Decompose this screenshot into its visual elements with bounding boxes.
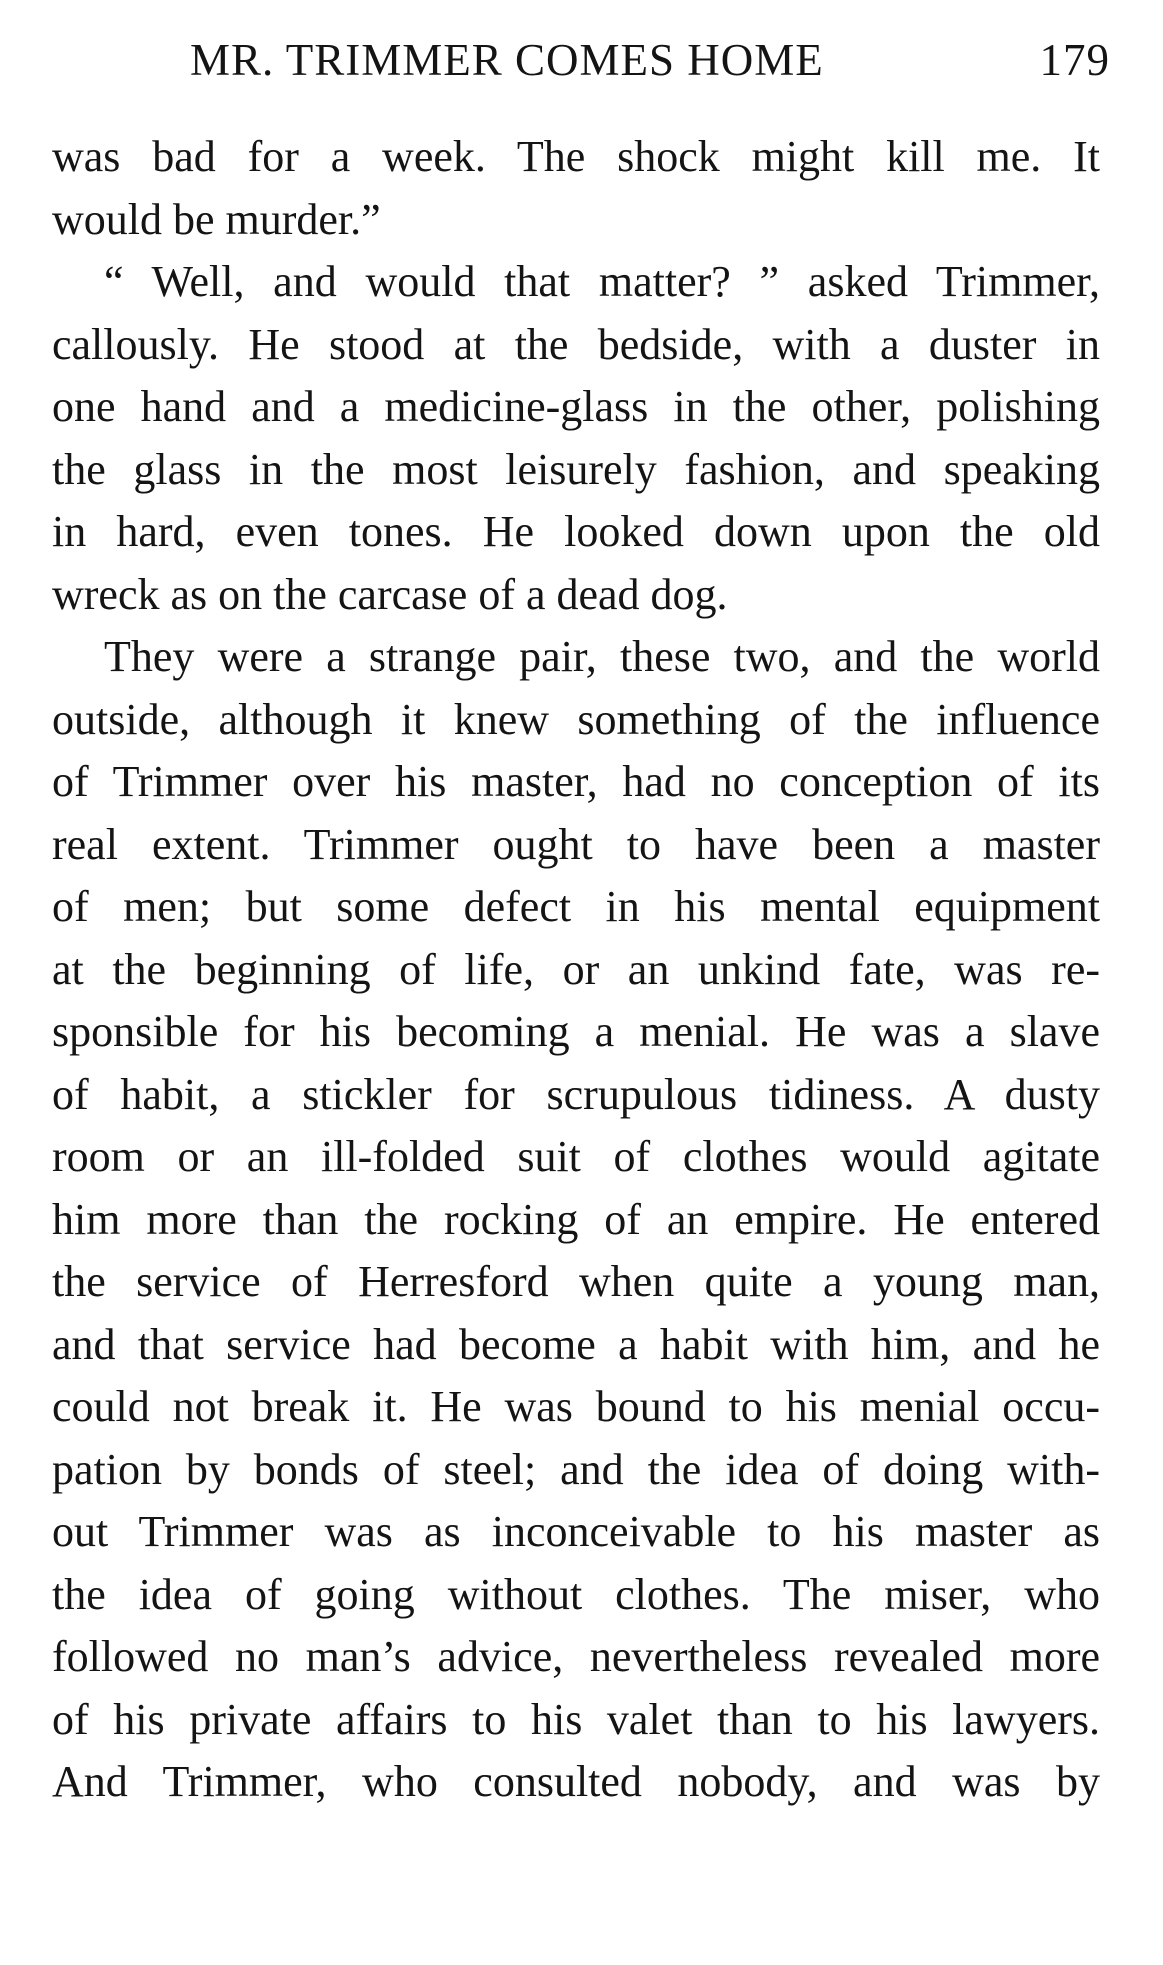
text-line: the idea of going without clothes. The miser, who — [52, 1569, 1100, 1619]
text-line: at the beginning of life, or an unkind fate, was re- — [52, 944, 1100, 994]
text-line: and that service had become a habit with him, and he — [52, 1319, 1100, 1369]
running-title: MR. TRIMMER COMES HOME — [190, 35, 824, 85]
text-line: could not break it. He was bound to his menial occu- — [52, 1382, 1100, 1431]
text-line: out Trimmer was as inconceivable to his master as — [52, 1507, 1100, 1556]
text-line: callously. He stood at the bedside, with a duster in — [52, 319, 1100, 369]
text-line: of habit, a stickler for scrupulous tidiness. A dusty — [52, 1069, 1100, 1119]
text-line: was bad for a week. The shock might kill me. It — [52, 132, 1100, 181]
text-line: room or an ill-folded suit of clothes would agitate — [52, 1132, 1100, 1181]
text-line: in hard, even tones. He looked down upon the old — [52, 507, 1100, 556]
text-line: They were a strange pair, these two, and the world — [104, 632, 1100, 681]
paragraph — [52, 251, 1100, 626]
paragraph — [52, 126, 1100, 251]
body-text — [52, 126, 1100, 1814]
text-line: And Trimmer, who consulted nobody, and was by — [52, 1757, 1100, 1806]
text-line: of Trimmer over his master, had no conception of its — [52, 757, 1100, 806]
text-line: wreck as on the carcase of a dead dog. — [52, 569, 728, 619]
text-line: one hand and a medicine-glass in the other, polishing — [52, 382, 1100, 431]
text-line: outside, although it knew something of the influence — [52, 694, 1100, 744]
text-line: the glass in the most leisurely fashion, and speaking — [52, 444, 1100, 494]
paragraph — [52, 626, 1100, 1814]
text-line: followed no man’s advice, nevertheless revealed more — [52, 1632, 1100, 1681]
text-line: “ Well, and would that matter? ” asked Trimmer, — [104, 257, 1100, 306]
text-line: of his private affairs to his valet than to his lawyers. — [52, 1694, 1100, 1744]
text-line: sponsible for his becoming a menial. He was a slave — [52, 1007, 1100, 1056]
text-line: the service of Herresford when quite a young man, — [52, 1257, 1100, 1306]
text-line: would be murder.” — [52, 194, 381, 244]
text-line: him more than the rocking of an empire. He entered — [52, 1194, 1100, 1244]
text-line: real extent. Trimmer ought to have been a master — [52, 819, 1100, 869]
text-line: pation by bonds of steel; and the idea of doing with- — [52, 1444, 1100, 1494]
page-header — [190, 30, 1110, 90]
text-line: of men; but some defect in his mental equipment — [52, 882, 1100, 931]
page-number: 179 — [1039, 35, 1110, 85]
